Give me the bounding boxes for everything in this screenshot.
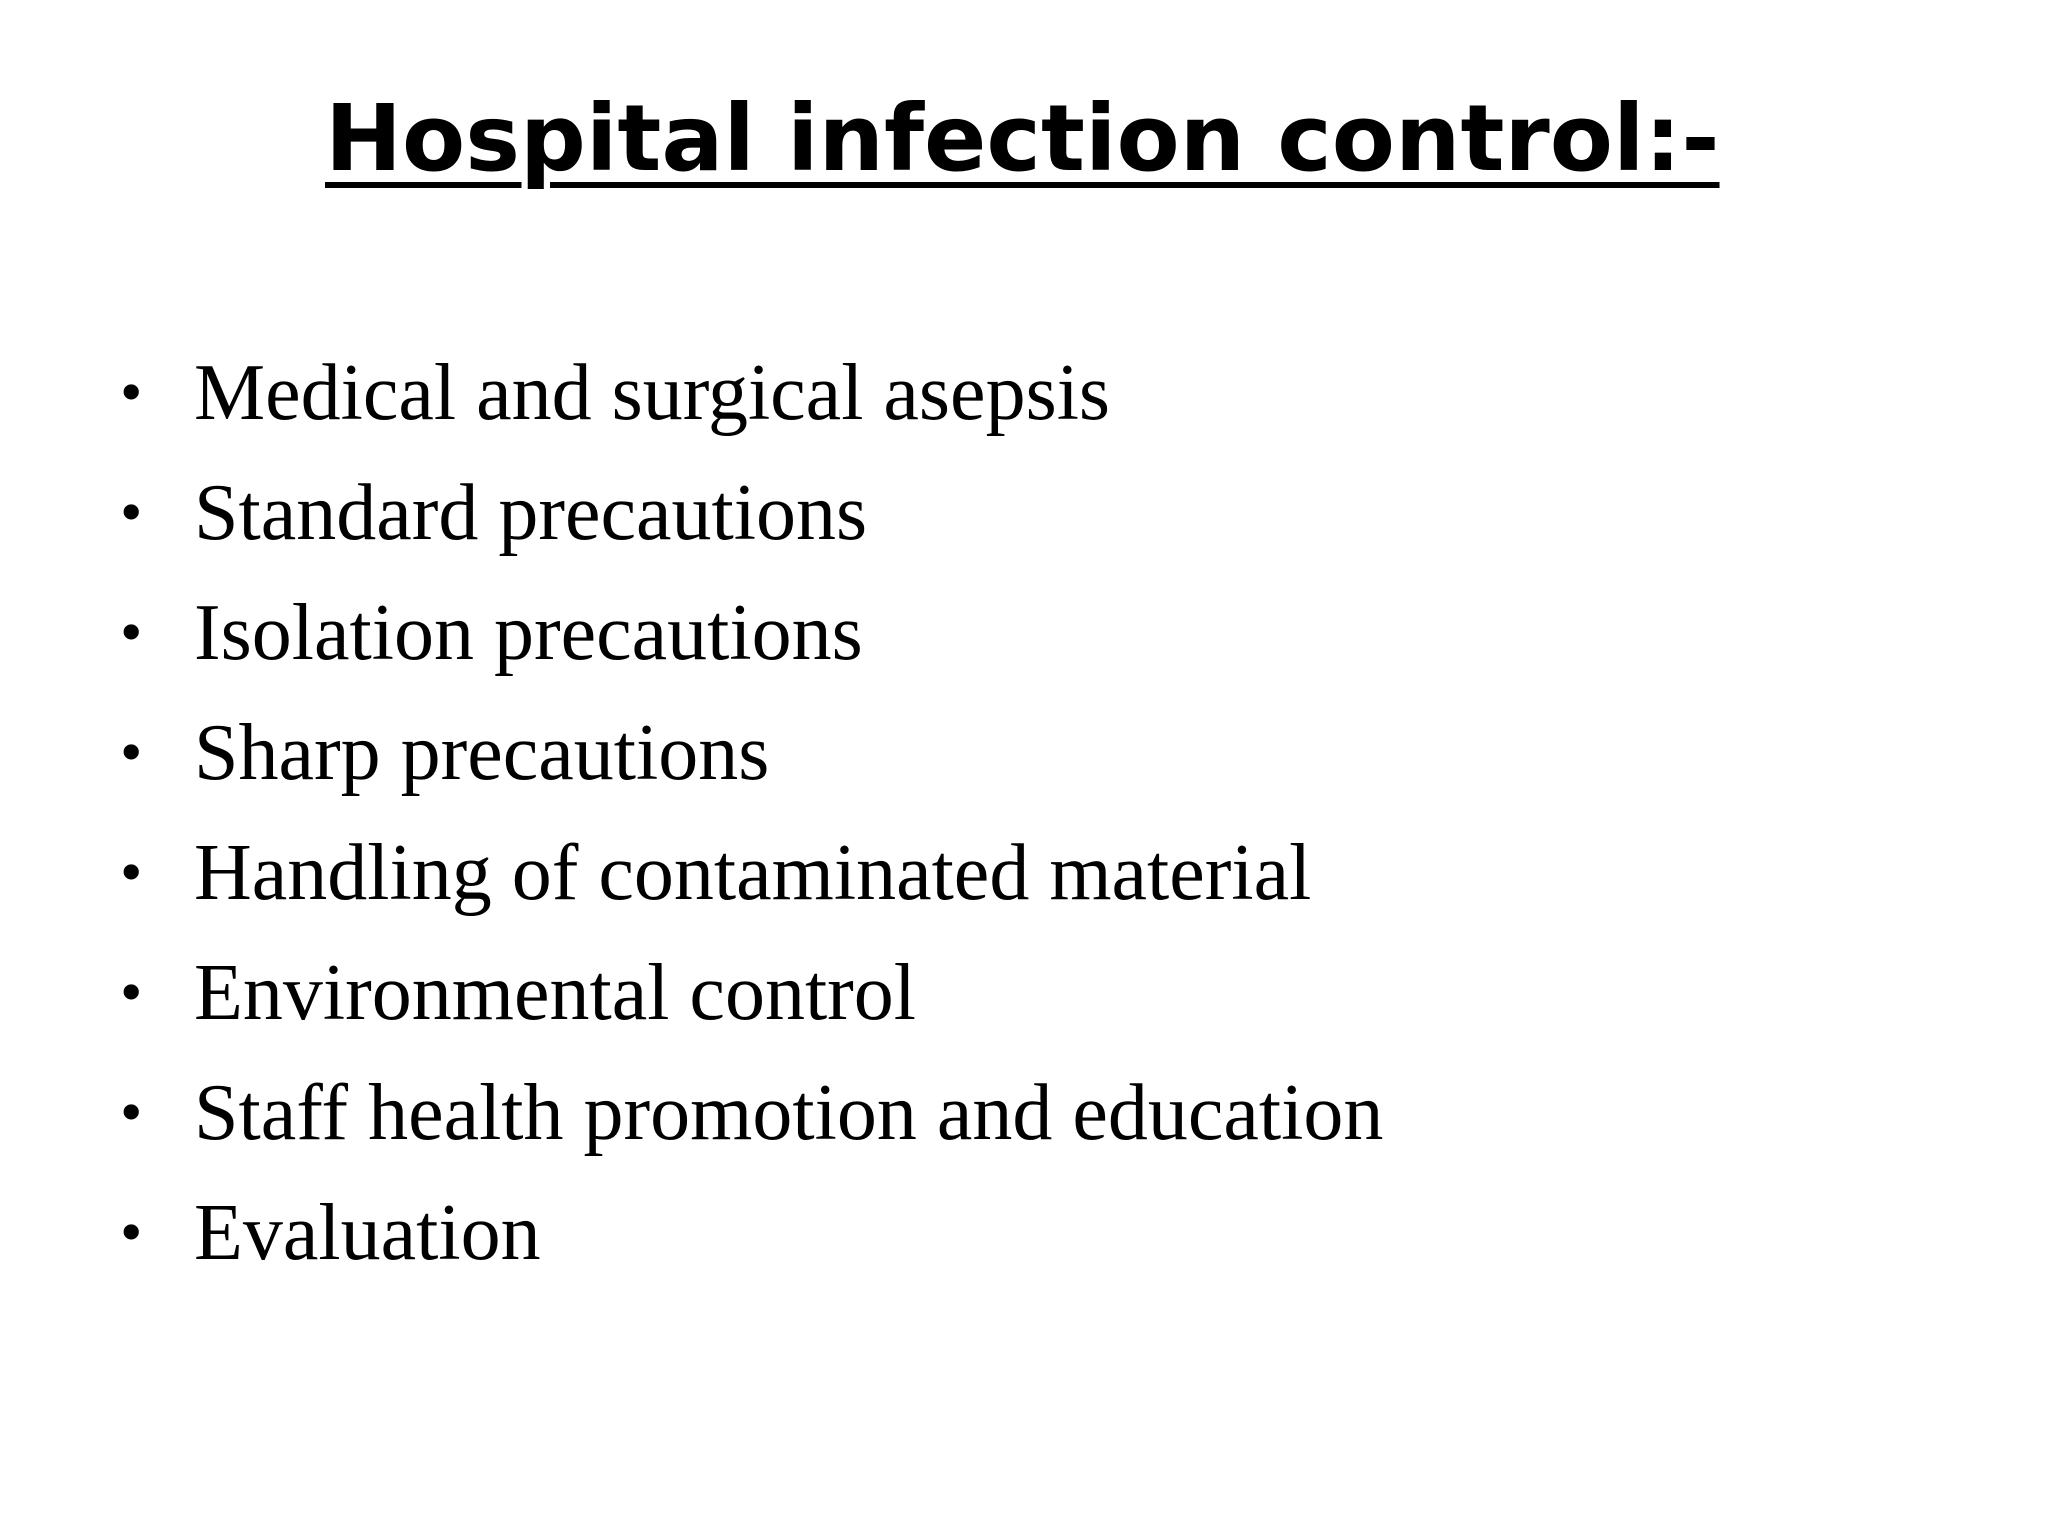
bullet-icon: • (120, 716, 143, 787)
bullet-icon: • (120, 836, 143, 907)
list-item (120, 1188, 1383, 1308)
bullet-icon: • (120, 476, 143, 547)
list-item-text: Standard precautions (194, 469, 868, 557)
list-item (120, 948, 1383, 1068)
slide-title: Hospital infection control:- (325, 85, 1720, 192)
list-item-text: Staff health promotion and education (194, 1069, 1384, 1157)
bullet-list (120, 348, 1383, 1308)
list-item (120, 468, 1383, 588)
list-item-text: Handling of contaminated material (194, 829, 1312, 917)
list-item-text: Environmental control (194, 949, 917, 1037)
bullet-icon: • (120, 596, 143, 667)
list-item (120, 708, 1383, 828)
list-item (120, 348, 1383, 468)
list-item-text: Medical and surgical asepsis (194, 349, 1111, 437)
bullet-icon: • (120, 956, 143, 1027)
list-item-text: Evaluation (194, 1189, 541, 1277)
list-item (120, 588, 1383, 708)
list-item (120, 1068, 1383, 1188)
list-item (120, 828, 1383, 948)
bullet-icon: • (120, 1196, 143, 1267)
bullet-icon: • (120, 356, 143, 427)
list-item-text: Isolation precautions (194, 589, 863, 677)
list-item-text: Sharp precautions (194, 709, 770, 797)
bullet-icon: • (120, 1076, 143, 1147)
